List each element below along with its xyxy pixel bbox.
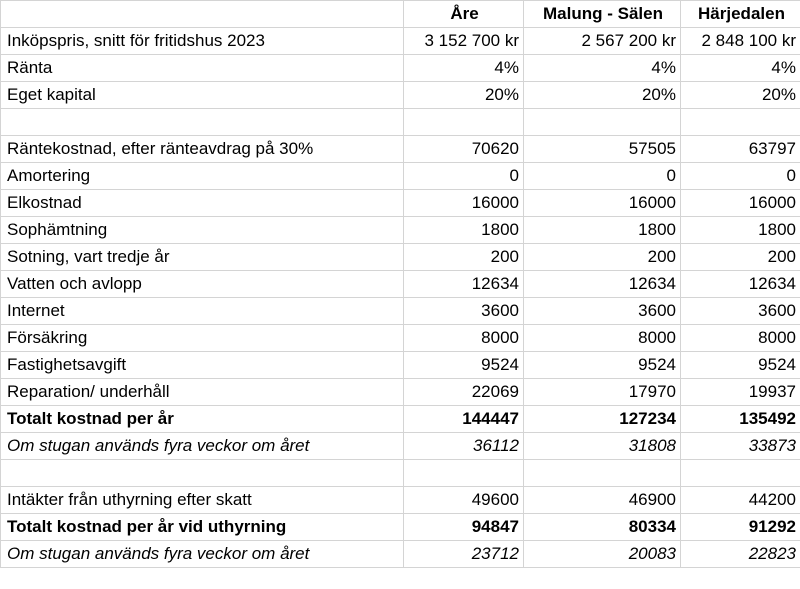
cell-malung-salen[interactable]: 57505 (524, 136, 681, 163)
row-label[interactable]: Elkostnad (1, 190, 404, 217)
cell-harjedalen[interactable]: 4% (681, 55, 800, 82)
cell-harjedalen[interactable]: 8000 (681, 325, 800, 352)
row-equity (1, 82, 800, 109)
cell-are[interactable]: 49600 (404, 487, 524, 514)
row-total-cost-with-rental (1, 514, 800, 541)
cell-malung-salen[interactable]: 8000 (524, 325, 681, 352)
cell-malung-salen[interactable]: 200 (524, 244, 681, 271)
cell-harjedalen[interactable]: 2 848 100 kr (681, 28, 800, 55)
cell-are[interactable]: 16000 (404, 190, 524, 217)
cell-malung-salen[interactable]: 46900 (524, 487, 681, 514)
cell-are[interactable]: 3 152 700 kr (404, 28, 524, 55)
cell-are[interactable] (404, 460, 524, 487)
cell-are[interactable]: 4% (404, 55, 524, 82)
cell-malung-salen[interactable]: 2 567 200 kr (524, 28, 681, 55)
cell-are[interactable]: 70620 (404, 136, 524, 163)
cell-are[interactable]: 12634 (404, 271, 524, 298)
row-label[interactable]: Vatten och avlopp (1, 271, 404, 298)
cell-malung-salen[interactable]: 20% (524, 82, 681, 109)
row-label[interactable]: Försäkring (1, 325, 404, 352)
cell-harjedalen[interactable]: 9524 (681, 352, 800, 379)
cell-are[interactable]: 94847 (404, 514, 524, 541)
row-empty (1, 109, 800, 136)
row-label[interactable]: Sotning, vart tredje år (1, 244, 404, 271)
cell-malung-salen[interactable]: 17970 (524, 379, 681, 406)
cell-harjedalen[interactable]: 22823 (681, 541, 800, 568)
row-electricity (1, 190, 800, 217)
row-rental-income (1, 487, 800, 514)
row-property-fee (1, 352, 800, 379)
row-empty (1, 460, 800, 487)
cell-malung-salen[interactable]: 20083 (524, 541, 681, 568)
cell-harjedalen[interactable]: 33873 (681, 433, 800, 460)
row-label[interactable]: Amortering (1, 163, 404, 190)
row-interest-cost (1, 136, 800, 163)
cell-harjedalen[interactable]: 135492 (681, 406, 800, 433)
row-chimney-sweeping (1, 244, 800, 271)
row-amortization (1, 163, 800, 190)
cell-are[interactable]: 0 (404, 163, 524, 190)
cell-malung-salen[interactable]: 9524 (524, 352, 681, 379)
cell-harjedalen[interactable]: 0 (681, 163, 800, 190)
row-label[interactable]: Fastighetsavgift (1, 352, 404, 379)
row-label[interactable]: Reparation/ underhåll (1, 379, 404, 406)
row-label[interactable]: Ränta (1, 55, 404, 82)
cell-harjedalen[interactable] (681, 460, 800, 487)
cell-harjedalen[interactable]: 44200 (681, 487, 800, 514)
row-label[interactable]: Inköpspris, snitt för fritidshus 2023 (1, 28, 404, 55)
cell-malung-salen[interactable] (524, 109, 681, 136)
row-label[interactable]: Sophämtning (1, 217, 404, 244)
row-label[interactable] (1, 460, 404, 487)
row-four-weeks-cost (1, 433, 800, 460)
row-water-sewage (1, 271, 800, 298)
cell-harjedalen[interactable]: 200 (681, 244, 800, 271)
cell-are[interactable]: 8000 (404, 325, 524, 352)
cell-harjedalen[interactable]: 12634 (681, 271, 800, 298)
row-label[interactable]: Om stugan används fyra veckor om året (1, 433, 404, 460)
row-four-weeks-cost-with-rental (1, 541, 800, 568)
cell-harjedalen[interactable]: 91292 (681, 514, 800, 541)
cell-are[interactable]: 1800 (404, 217, 524, 244)
cell-are[interactable]: 200 (404, 244, 524, 271)
cell-are[interactable]: 36112 (404, 433, 524, 460)
row-label[interactable]: Totalt kostnad per år (1, 406, 404, 433)
row-waste-collection (1, 217, 800, 244)
cell-malung-salen[interactable]: 3600 (524, 298, 681, 325)
cell-are[interactable]: 9524 (404, 352, 524, 379)
header-harjedalen[interactable]: Härjedalen (681, 1, 800, 28)
cell-malung-salen[interactable]: 0 (524, 163, 681, 190)
cell-malung-salen[interactable]: 12634 (524, 271, 681, 298)
cell-harjedalen[interactable] (681, 109, 800, 136)
cell-are[interactable]: 22069 (404, 379, 524, 406)
row-label[interactable]: Intäkter från uthyrning efter skatt (1, 487, 404, 514)
row-purchase-price (1, 28, 800, 55)
row-repair-maintenance (1, 379, 800, 406)
row-internet (1, 298, 800, 325)
cell-are[interactable]: 20% (404, 82, 524, 109)
header-blank-cell[interactable] (1, 1, 404, 28)
row-label[interactable]: Räntekostnad, efter ränteavdrag på 30% (1, 136, 404, 163)
cell-are[interactable]: 3600 (404, 298, 524, 325)
cell-malung-salen[interactable]: 127234 (524, 406, 681, 433)
row-insurance (1, 325, 800, 352)
cell-malung-salen[interactable]: 31808 (524, 433, 681, 460)
row-label[interactable] (1, 109, 404, 136)
cell-harjedalen[interactable]: 63797 (681, 136, 800, 163)
cell-harjedalen[interactable]: 19937 (681, 379, 800, 406)
cell-are[interactable] (404, 109, 524, 136)
cell-harjedalen[interactable]: 3600 (681, 298, 800, 325)
header-row (1, 1, 800, 28)
header-are[interactable]: Åre (404, 1, 524, 28)
cell-harjedalen[interactable]: 20% (681, 82, 800, 109)
row-total-cost (1, 406, 800, 433)
cell-malung-salen[interactable]: 1800 (524, 217, 681, 244)
cell-harjedalen[interactable]: 16000 (681, 190, 800, 217)
cell-malung-salen[interactable]: 80334 (524, 514, 681, 541)
cell-malung-salen[interactable] (524, 460, 681, 487)
cell-malung-salen[interactable]: 4% (524, 55, 681, 82)
row-label[interactable]: Om stugan används fyra veckor om året (1, 541, 404, 568)
cell-malung-salen[interactable]: 16000 (524, 190, 681, 217)
cell-are[interactable]: 144447 (404, 406, 524, 433)
cell-harjedalen[interactable]: 1800 (681, 217, 800, 244)
cell-are[interactable]: 23712 (404, 541, 524, 568)
header-malung-salen[interactable]: Malung - Sälen (524, 1, 681, 28)
row-label[interactable]: Totalt kostnad per år vid uthyrning (1, 514, 404, 541)
row-label[interactable]: Internet (1, 298, 404, 325)
row-label[interactable]: Eget kapital (1, 82, 404, 109)
row-interest-rate (1, 55, 800, 82)
